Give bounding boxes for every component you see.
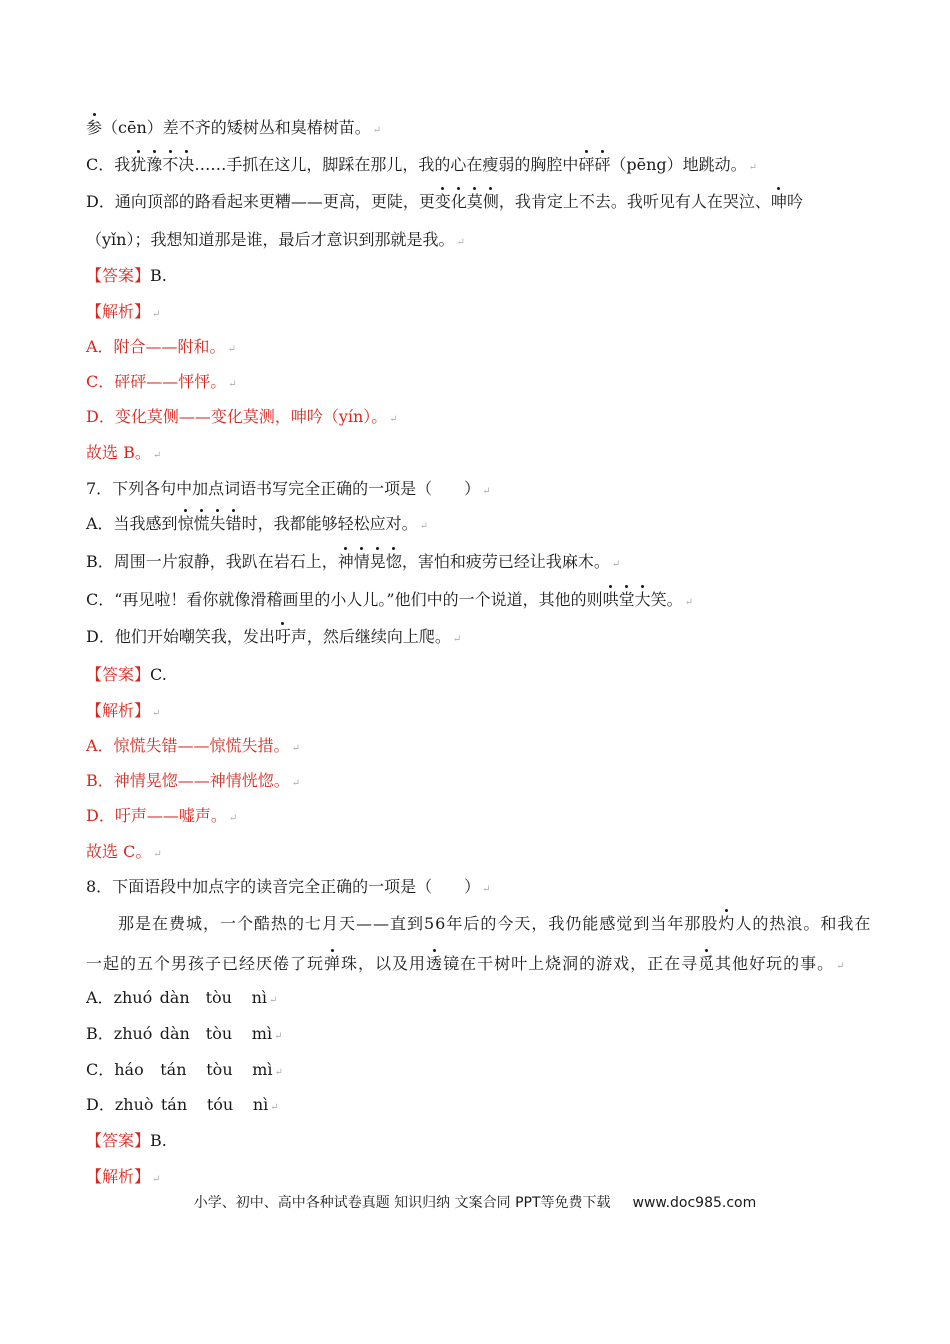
option-c-line	[86, 155, 880, 178]
paragraph-mark: ↵	[456, 237, 465, 248]
answer-value: B.	[150, 1131, 167, 1150]
paragraph-mark: ↵	[482, 486, 491, 497]
paragraph-mark: ↵	[153, 849, 162, 860]
answer-label: 【答案】	[86, 665, 151, 684]
paragraph-mark: ↵	[291, 778, 301, 789]
paragraph-mark: ↵	[274, 1031, 283, 1042]
option-a-line: A．当我感到惊慌失错时，我都能够轻松应对。 ↵	[86, 514, 429, 533]
analysis-item: A．惊慌失错——惊慌失措。 ↵	[86, 736, 300, 755]
paragraph-mark: ↵	[152, 450, 162, 461]
text-segment: ，我肯定上不去。我听见有人在哭泣、	[498, 192, 771, 211]
answer-label: 【答案】	[86, 266, 151, 285]
question-8-stem: 8．下面语段中加点字的读音完全正确的一项是（ ） ↵	[86, 877, 491, 896]
question-7-stem: 7．下列各句中加点词语书写完全正确的一项是（ ） ↵	[86, 479, 491, 498]
paragraph-mark: ↵	[270, 1102, 279, 1113]
paragraph-mark: ↵	[274, 1067, 283, 1078]
answer-line	[86, 665, 880, 685]
analysis-item: D．变化莫侧——变化莫测，呻吟（yín）。 ↵	[86, 407, 398, 426]
dotted-char: 觅	[698, 954, 716, 973]
dotted-char: 弹	[324, 954, 342, 973]
pinyin-option-a: A．zhuó dàn tòu nì ↵	[86, 988, 278, 1007]
paragraph-mark: ↵	[836, 961, 846, 972]
analysis-label: 【解析】 ↵	[86, 302, 161, 321]
option-d-line	[86, 192, 880, 212]
dotted-word: 变化莫侧	[434, 192, 499, 211]
dotted-char: 呻	[770, 192, 787, 211]
dotted-char: 参	[86, 118, 103, 137]
conclusion: 故选 C。 ↵	[86, 842, 162, 861]
analysis-item: B．神情晃惚——神情恍惚。 ↵	[86, 771, 301, 790]
text-line	[86, 118, 880, 141]
pinyin-option-b: B．zhuó dàn tòu mì ↵	[86, 1024, 283, 1043]
answer-value: B.	[150, 266, 167, 285]
paragraph-mark: ↵	[268, 995, 278, 1006]
answer-line	[86, 266, 880, 286]
text-segment: ……手抓在这儿，脚踩在那儿，我的心在瘦弱的胸腔中	[194, 155, 579, 174]
dotted-word: 犹豫不决	[130, 155, 195, 174]
paragraph-mark: ↵	[227, 344, 236, 355]
analysis-label: 【解析】 ↵	[86, 1167, 161, 1186]
pinyin-option-d: D．zhuò tán tóu nì ↵	[86, 1095, 279, 1114]
page-footer	[0, 1192, 950, 1212]
pinyin-option-c: C．háo tán tòu mì ↵	[86, 1060, 283, 1079]
text-segment: （cēn）差不齐的矮树丛和臭椿树苗。	[102, 118, 371, 137]
paragraph-mark: ↵	[452, 634, 462, 645]
dotted-word: 神情晃惚	[337, 552, 402, 571]
paragraph-mark: ↵	[748, 162, 758, 173]
dotted-char: 吁	[274, 627, 291, 646]
paragraph-mark: ↵	[152, 1174, 161, 1185]
answer-value: C.	[150, 665, 167, 684]
paragraph-mark: ↵	[228, 813, 238, 824]
paragraph-mark: ↵	[611, 559, 621, 570]
passage-line: 那是在费城，一个酷热的七月天——直到56年后的今天，我仍能感觉到当年那股灼人的热浪。和我在	[118, 914, 872, 933]
analysis-item: C．砰砰——怦怦。 ↵	[86, 372, 237, 391]
option-b-line: B．周围一片寂静，我趴在岩石上，神情晃惚，害怕和疲劳已经让我麻木。 ↵	[86, 552, 621, 571]
text-segment: D．通向顶部的路看起来更糟——更高，更陡，更	[86, 192, 435, 211]
text-segment: 吟	[786, 192, 803, 211]
paragraph-mark: ↵	[228, 379, 237, 390]
paragraph-mark: ↵	[152, 708, 161, 719]
answer-line	[86, 1131, 880, 1151]
text-segment: （yǐn）；我想知道那是谁，最后才意识到那就是我。	[86, 230, 455, 249]
paragraph-mark: ↵	[482, 884, 491, 895]
text-segment: （pēng）地跳动。	[610, 155, 747, 174]
dotted-word: 砰砰	[578, 155, 611, 174]
analysis-label: 【解析】 ↵	[86, 701, 161, 720]
text-segment: C．我	[86, 155, 131, 174]
text-line	[86, 230, 880, 253]
answer-label: 【答案】	[86, 1131, 151, 1150]
paragraph-mark: ↵	[684, 597, 694, 608]
paragraph-mark: ↵	[419, 521, 429, 532]
dotted-char: 灼	[718, 914, 736, 933]
paragraph-mark: ↵	[389, 414, 398, 425]
paragraph-mark: ↵	[152, 309, 161, 320]
paragraph-mark: ↵	[372, 125, 382, 136]
analysis-item: A．附合——附和。 ↵	[86, 337, 236, 356]
dotted-word: 惊慌失错	[177, 514, 242, 533]
passage-line: 一起的五个男孩子已经厌倦了玩弹珠，以及用透镜在干树叶上烧洞的游戏，正在寻觅其他好玩的事。 ↵	[86, 954, 846, 973]
dotted-word: 哄堂大	[602, 590, 651, 609]
dotted-char: 透	[426, 954, 444, 973]
option-c-line: C．“再见啦！看你就像滑稽画里的小人儿。”他们中的一个说道，其他的则哄堂大笑。 ↵	[86, 590, 694, 609]
paragraph-mark: ↵	[291, 743, 300, 754]
footer-link[interactable]: www.doc985.com	[632, 1195, 757, 1211]
option-d-line: D．他们开始嘲笑我，发出吁声，然后继续向上爬。 ↵	[86, 627, 462, 646]
conclusion: 故选 B。 ↵	[86, 443, 162, 462]
footer-text: 小学、初中、高中各种试卷真题 知识归纳 文案合同 PPT等免费下载	[193, 1195, 611, 1211]
analysis-item: D．吁声——嘘声。 ↵	[86, 806, 238, 825]
